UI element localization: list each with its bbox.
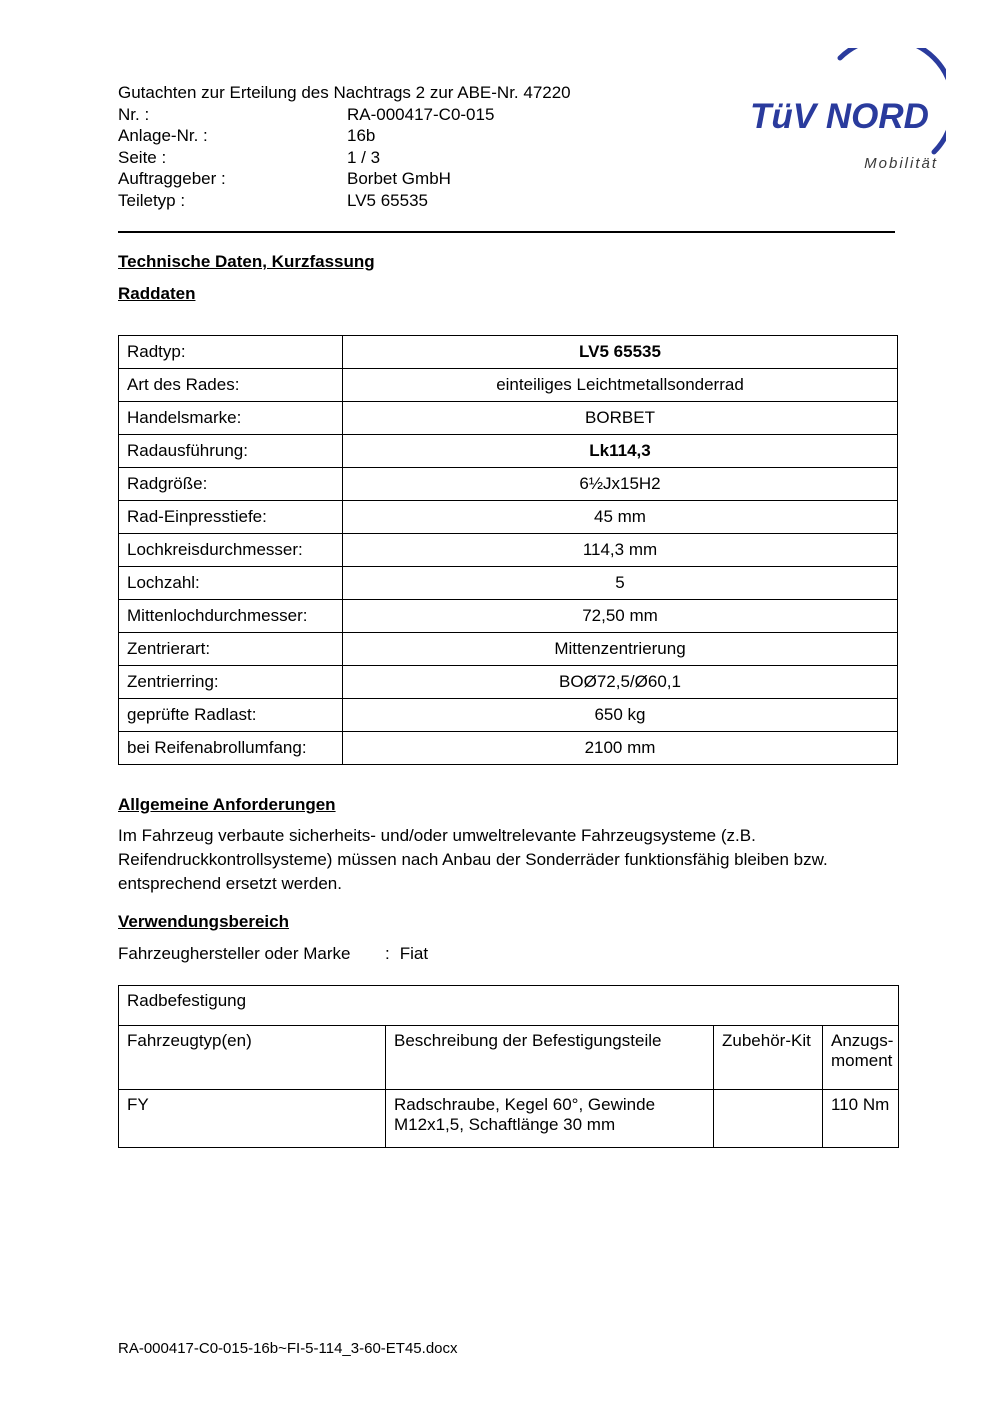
table-row — [119, 600, 898, 633]
logo-subtext: Mobilität — [864, 155, 938, 172]
table-header-row — [119, 1026, 899, 1090]
row-value: 5 — [343, 567, 898, 600]
row-label: Lochkreisdurchmesser: — [119, 534, 343, 567]
row-label: Zentrierart: — [119, 633, 343, 666]
field-value: Borbet GmbH — [347, 169, 451, 188]
table-row — [119, 501, 898, 534]
row-label: Zentrierring: — [119, 666, 343, 699]
logo-graphic — [748, 48, 946, 156]
fahrzeughersteller-label: Fahrzeughersteller oder Marke — [118, 944, 351, 963]
cell-zubehoer-kit — [714, 1090, 823, 1148]
table-row — [119, 369, 898, 402]
table-row — [119, 468, 898, 501]
row-value: Lk114,3 — [343, 435, 898, 468]
table-row — [119, 732, 898, 765]
allgemeine-anforderungen-text: Im Fahrzeug verbaute sicherheits- und/oder umweltrelevante Fahrzeugsysteme (z.B. Reifendruckkontrollsysteme) müssen nach Anbau der Sonderräder funktionsfähig bleiben bzw. entsprechend ersetzt werden. — [118, 826, 828, 893]
field-value: 1 / 3 — [347, 147, 381, 167]
heading-allgemeine-anforderungen: Allgemeine Anforderungen — [118, 795, 336, 814]
logo-text: TüV NORD — [750, 97, 929, 136]
table-row — [119, 666, 898, 699]
field-label: Anlage-Nr. : — [118, 126, 208, 145]
row-value: 72,50 mm — [343, 600, 898, 633]
tuv-nord-logo — [748, 48, 948, 172]
row-label: Radgröße: — [119, 468, 343, 501]
document-title: Gutachten zur Erteilung des Nachtrags 2 zur ABE-Nr. 47220 — [118, 83, 571, 102]
radbefestigung-title: Radbefestigung — [119, 986, 899, 1026]
cell-anzugsmoment: 110 Nm — [823, 1090, 899, 1148]
header-field-seite — [118, 147, 738, 169]
header-field-auftraggeber — [118, 168, 738, 190]
table-row — [119, 435, 898, 468]
field-value: 16b — [347, 126, 376, 145]
row-value: BOØ72,5/Ø60,1 — [343, 666, 898, 699]
table-row — [119, 336, 898, 369]
row-label: Mittenlochdurchmesser: — [119, 600, 343, 633]
table-row — [119, 699, 898, 732]
field-value: RA-000417-C0-015 — [347, 104, 495, 124]
column-header-zubehoer-kit: Zubehör-Kit — [714, 1026, 823, 1090]
fahrzeughersteller-separator: : — [385, 944, 390, 963]
column-header-anzugsmoment: Anzugs-moment — [823, 1026, 899, 1090]
row-label: Radausführung: — [119, 435, 343, 468]
table-row — [119, 402, 898, 435]
row-value: Mittenzentrierung — [343, 633, 898, 666]
row-value: einteiliges Leichtmetallsonderrad — [343, 369, 898, 402]
field-label: Nr. : — [118, 104, 150, 124]
row-label: Rad-Einpresstiefe: — [119, 501, 343, 534]
row-label: Radtyp: — [119, 336, 343, 369]
header-divider — [118, 231, 895, 233]
fahrzeughersteller-line — [118, 944, 428, 964]
heading-technische-daten: Technische Daten, Kurzfassung — [118, 252, 375, 271]
document-filename: RA-000417-C0-015-16b~FI-5-114_3-60-ET45.docx — [118, 1340, 458, 1357]
header-field-teiletyp — [118, 190, 738, 212]
row-label: bei Reifenabrollumfang: — [119, 732, 343, 765]
row-value: 6½Jx15H2 — [343, 468, 898, 501]
column-header-fahrzeugtyp: Fahrzeugtyp(en) — [119, 1026, 386, 1090]
table-row — [119, 567, 898, 600]
fahrzeughersteller-value: Fiat — [399, 944, 429, 963]
table-row — [119, 633, 898, 666]
table-title-row — [119, 986, 899, 1026]
row-value: 2100 mm — [343, 732, 898, 765]
row-value: LV5 65535 — [343, 336, 898, 369]
heading-raddaten: Raddaten — [118, 284, 196, 303]
field-label: Teiletyp : — [118, 190, 186, 210]
radbefestigung-table — [118, 985, 899, 1148]
cell-beschreibung: Radschraube, Kegel 60°, Gewinde M12x1,5, Schaftlänge 30 mm — [386, 1090, 714, 1148]
header-field-anlage — [118, 125, 738, 147]
table-row — [119, 1090, 899, 1148]
column-header-beschreibung: Beschreibung der Befestigungsteile — [386, 1026, 714, 1090]
raddaten-table — [118, 335, 898, 765]
row-value: BORBET — [343, 402, 898, 435]
row-value: 45 mm — [343, 501, 898, 534]
header-field-nr — [118, 104, 738, 126]
heading-verwendungsbereich: Verwendungsbereich — [118, 912, 289, 931]
row-label: Handelsmarke: — [119, 402, 343, 435]
field-value: LV5 65535 — [347, 190, 428, 210]
row-label: geprüfte Radlast: — [119, 699, 343, 732]
table-row — [119, 534, 898, 567]
document-header — [118, 82, 738, 211]
cell-fahrzeugtyp: FY — [119, 1090, 386, 1148]
field-label: Auftraggeber : — [118, 169, 226, 188]
row-label: Art des Rades: — [119, 369, 343, 402]
row-label: Lochzahl: — [119, 567, 343, 600]
row-value: 650 kg — [343, 699, 898, 732]
field-label: Seite : — [118, 147, 167, 167]
row-value: 114,3 mm — [343, 534, 898, 567]
